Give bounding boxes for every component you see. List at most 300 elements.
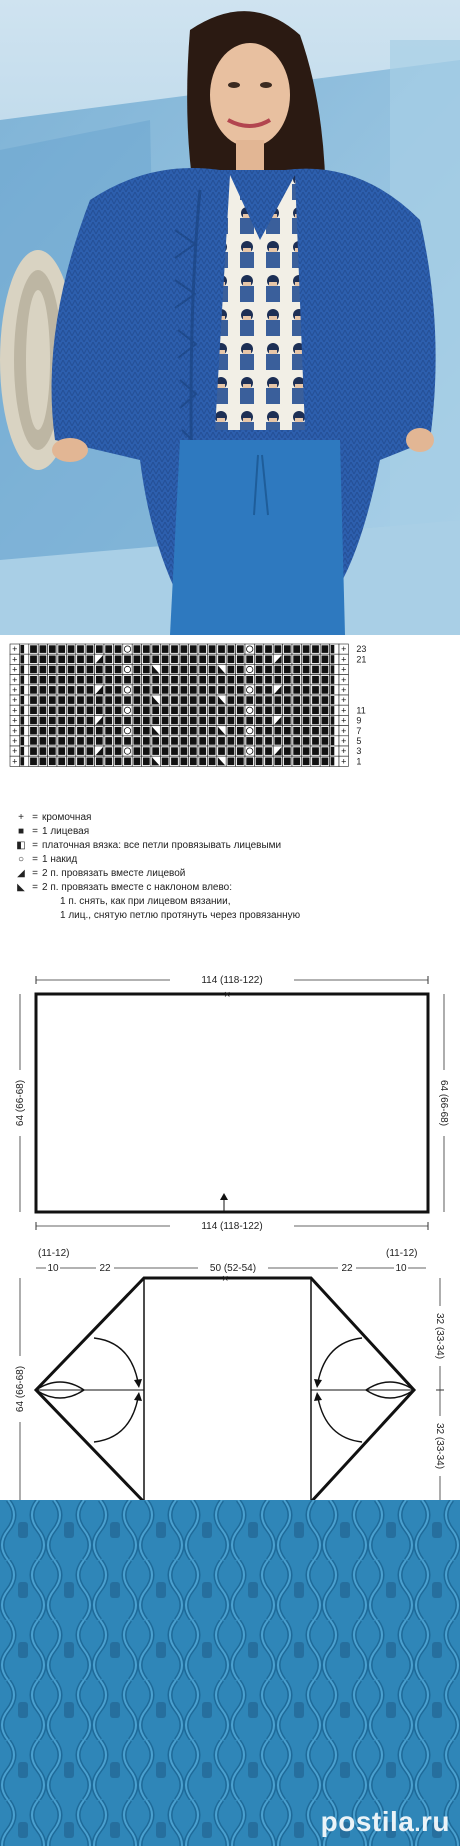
knit-stitch-icon bbox=[284, 645, 291, 653]
knit-stitch-icon bbox=[96, 696, 103, 704]
knit-stitch-icon bbox=[143, 727, 150, 735]
knit-stitch-icon bbox=[143, 717, 150, 725]
knit-stitch-icon bbox=[228, 758, 235, 766]
knit-stitch-icon bbox=[275, 645, 282, 653]
edge-stitch-icon: + bbox=[341, 756, 347, 767]
knit-stitch-icon bbox=[152, 717, 159, 725]
top-seg-22-left: 22 bbox=[99, 1263, 111, 1274]
knit-stitch-icon bbox=[162, 686, 169, 694]
knit-stitch-icon bbox=[256, 737, 263, 745]
garter-stitch-icon bbox=[331, 686, 335, 694]
knit-stitch-icon bbox=[218, 717, 225, 725]
knit-stitch-icon bbox=[162, 758, 169, 766]
knit-stitch-icon bbox=[115, 758, 122, 766]
legend-equals: = bbox=[32, 882, 38, 893]
knit-stitch-icon bbox=[171, 707, 178, 715]
knit-stitch-icon bbox=[87, 666, 94, 674]
seam-arrow-icon bbox=[318, 1338, 362, 1382]
row-number-label: 9 bbox=[356, 715, 362, 726]
knit-stitch-icon bbox=[199, 747, 206, 755]
knit-stitch-icon bbox=[40, 758, 47, 766]
model-photo-illustration bbox=[0, 0, 460, 635]
knit-stitch-icon bbox=[256, 645, 263, 653]
edge-stitch-icon: + bbox=[341, 685, 347, 695]
knit-stitch-icon bbox=[58, 737, 65, 745]
legend-text: 1 накид bbox=[42, 854, 78, 865]
knit-stitch-icon bbox=[30, 656, 37, 664]
knit-stitch-icon bbox=[293, 696, 300, 704]
knit-stitch-icon bbox=[58, 717, 65, 725]
knit-stitch-icon bbox=[68, 696, 75, 704]
panel-rectangle bbox=[36, 994, 428, 1212]
knit-stitch-icon bbox=[275, 696, 282, 704]
arrow-head-icon bbox=[220, 1193, 228, 1200]
knit-stitch-icon bbox=[68, 707, 75, 715]
knit-stitch-icon bbox=[293, 737, 300, 745]
knit-stitch-icon bbox=[105, 696, 112, 704]
knit-stitch-icon bbox=[96, 737, 103, 745]
knit-stitch-icon bbox=[209, 656, 216, 664]
legend-symbol: ■ bbox=[17, 826, 25, 837]
edge-stitch-icon: + bbox=[341, 654, 347, 665]
knit-stitch-icon bbox=[181, 747, 188, 755]
knit-stitch-icon bbox=[265, 707, 272, 715]
shape-height-label: 64 (66-68) bbox=[15, 1365, 26, 1413]
knit-stitch-icon bbox=[256, 717, 263, 725]
knit-stitch-icon bbox=[293, 656, 300, 664]
knit-stitch-icon bbox=[190, 645, 197, 653]
knit-stitch-icon bbox=[68, 656, 75, 664]
knit-stitch-icon bbox=[105, 656, 112, 664]
knit-stitch-icon bbox=[143, 676, 150, 684]
knit-stitch-icon bbox=[237, 676, 244, 684]
legend-text: 2 п. провязать вместе лицевой bbox=[42, 868, 186, 879]
knit-stitch-icon bbox=[293, 727, 300, 735]
knit-stitch-icon bbox=[49, 676, 56, 684]
knit-stitch-icon bbox=[218, 737, 225, 745]
edge-stitch-icon: + bbox=[12, 695, 18, 706]
knit-stitch-icon bbox=[134, 727, 141, 735]
knit-stitch-icon bbox=[322, 727, 329, 735]
knit-stitch-icon bbox=[199, 696, 206, 704]
knit-stitch-icon bbox=[115, 676, 122, 684]
garter-stitch-icon bbox=[331, 737, 335, 745]
knit-stitch-icon bbox=[143, 737, 150, 745]
knit-stitch-icon bbox=[293, 747, 300, 755]
knit-stitch-icon bbox=[171, 737, 178, 745]
knit-stitch-icon bbox=[115, 737, 122, 745]
knit-stitch-icon bbox=[237, 645, 244, 653]
knit-stitch-icon bbox=[143, 656, 150, 664]
knit-stitch-icon bbox=[40, 747, 47, 755]
knit-stitch-icon bbox=[199, 727, 206, 735]
knit-stitch-icon bbox=[171, 656, 178, 664]
knit-stitch-icon bbox=[105, 645, 112, 653]
watermark bbox=[321, 1806, 450, 1838]
knit-stitch-icon bbox=[105, 747, 112, 755]
knit-stitch-icon bbox=[181, 656, 188, 664]
knit-stitch-icon bbox=[124, 758, 131, 766]
knit-stitch-icon bbox=[49, 758, 56, 766]
knit-stitch-icon bbox=[284, 737, 291, 745]
knit-stitch-icon bbox=[265, 758, 272, 766]
edge-stitch-icon: + bbox=[341, 644, 347, 655]
knit-stitch-icon bbox=[218, 707, 225, 715]
knit-stitch-icon bbox=[105, 758, 112, 766]
knit-stitch-icon bbox=[303, 676, 310, 684]
knit-stitch-icon bbox=[40, 645, 47, 653]
knit-stitch-icon bbox=[256, 747, 263, 755]
knit-stitch-icon bbox=[87, 696, 94, 704]
knit-stitch-icon bbox=[58, 666, 65, 674]
row-number-label: 5 bbox=[356, 736, 362, 746]
edge-stitch-icon: + bbox=[341, 725, 347, 736]
garter-stitch-icon bbox=[331, 655, 335, 663]
shape-schematic bbox=[14, 1248, 446, 1502]
knit-stitch-icon bbox=[124, 676, 131, 684]
knit-stitch-icon bbox=[77, 696, 84, 704]
knit-stitch-icon bbox=[134, 737, 141, 745]
knit-stitch-icon bbox=[58, 696, 65, 704]
legend-text: кромочная bbox=[42, 812, 92, 823]
knit-stitch-icon bbox=[115, 656, 122, 664]
knit-stitch-icon bbox=[105, 737, 112, 745]
knit-stitch-icon bbox=[303, 707, 310, 715]
knit-stitch-icon bbox=[96, 645, 103, 653]
knit-swatch-illustration bbox=[0, 1500, 460, 1846]
garter-stitch-icon bbox=[20, 706, 24, 714]
watermark-tld: ru bbox=[421, 1806, 450, 1837]
knit-stitch-icon bbox=[246, 656, 253, 664]
knit-stitch-icon bbox=[115, 645, 122, 653]
model-photo bbox=[0, 0, 460, 635]
knit-stitch-icon bbox=[293, 758, 300, 766]
knit-stitch-icon bbox=[30, 727, 37, 735]
knit-stitch-icon bbox=[265, 676, 272, 684]
knit-stitch-icon bbox=[30, 707, 37, 715]
top-seg-22-right: 22 bbox=[341, 1263, 353, 1274]
legend-equals: = bbox=[32, 826, 38, 837]
legend-row-ssk bbox=[14, 882, 434, 896]
knit-stitch-icon bbox=[77, 666, 84, 674]
knit-stitch-icon bbox=[77, 737, 84, 745]
knit-stitch-icon bbox=[87, 707, 94, 715]
knit-stitch-icon bbox=[293, 666, 300, 674]
knit-stitch-icon bbox=[105, 727, 112, 735]
knit-stitch-icon bbox=[105, 676, 112, 684]
knit-stitch-icon bbox=[228, 645, 235, 653]
chart-legend bbox=[14, 812, 434, 924]
knit-stitch-icon bbox=[284, 727, 291, 735]
knit-stitch-icon bbox=[152, 656, 159, 664]
knit-stitch-icon bbox=[190, 707, 197, 715]
knit-stitch-icon bbox=[199, 737, 206, 745]
knit-stitch-icon bbox=[190, 686, 197, 694]
knit-stitch-icon bbox=[77, 717, 84, 725]
knit-stitch-icon bbox=[30, 666, 37, 674]
knit-stitch-icon bbox=[77, 707, 84, 715]
knit-stitch-icon bbox=[312, 686, 319, 694]
knit-stitch-icon bbox=[303, 758, 310, 766]
knit-stitch-icon bbox=[293, 686, 300, 694]
knit-stitch-icon bbox=[30, 747, 37, 755]
knit-stitch-icon bbox=[40, 686, 47, 694]
knit-stitch-icon bbox=[237, 686, 244, 694]
knit-stitch-icon bbox=[209, 727, 216, 735]
garter-stitch-icon bbox=[331, 716, 335, 724]
knit-stitch-icon bbox=[256, 676, 263, 684]
knit-stitch-icon bbox=[143, 686, 150, 694]
knit-stitch-icon bbox=[87, 645, 94, 653]
knit-stitch-icon bbox=[77, 676, 84, 684]
row-number-label: 3 bbox=[356, 746, 362, 757]
arrow-head-icon bbox=[134, 1379, 142, 1388]
knit-stitch-icon bbox=[181, 676, 188, 684]
knit-stitch-icon bbox=[68, 686, 75, 694]
knit-stitch-icon bbox=[303, 686, 310, 694]
knit-stitch-icon bbox=[40, 737, 47, 745]
knit-stitch-icon bbox=[40, 727, 47, 735]
knit-stitch-icon bbox=[134, 696, 141, 704]
garter-stitch-icon bbox=[20, 727, 24, 735]
knit-stitch-icon bbox=[312, 696, 319, 704]
knit-stitch-icon bbox=[171, 758, 178, 766]
edge-stitch-icon: + bbox=[12, 725, 18, 736]
garter-stitch-icon bbox=[20, 747, 24, 755]
knit-stitch-icon bbox=[49, 696, 56, 704]
garter-stitch-icon bbox=[20, 665, 24, 673]
knit-stitch-icon bbox=[171, 676, 178, 684]
knit-stitch-icon bbox=[77, 686, 84, 694]
knit-stitch-icon bbox=[30, 717, 37, 725]
knit-stitch-icon bbox=[124, 696, 131, 704]
knit-stitch-icon bbox=[115, 686, 122, 694]
knitting-chart-grid bbox=[0, 638, 460, 818]
knit-stitch-icon bbox=[68, 727, 75, 735]
knit-stitch-icon bbox=[322, 676, 329, 684]
garter-stitch-icon bbox=[20, 676, 24, 684]
legend-equals: = bbox=[32, 854, 38, 865]
knit-stitch-icon bbox=[228, 676, 235, 684]
knit-stitch-icon bbox=[68, 717, 75, 725]
edge-stitch-icon: + bbox=[341, 746, 347, 757]
knit-stitch-icon bbox=[256, 686, 263, 694]
edge-stitch-icon: + bbox=[341, 736, 347, 746]
knit-stitch-icon bbox=[77, 747, 84, 755]
knit-stitch-icon bbox=[49, 686, 56, 694]
knit-stitch-icon bbox=[181, 727, 188, 735]
knit-stitch-icon bbox=[190, 696, 197, 704]
knit-stitch-icon bbox=[134, 676, 141, 684]
knit-stitch-icon bbox=[96, 758, 103, 766]
knit-stitch-icon bbox=[105, 707, 112, 715]
knit-stitch-icon bbox=[265, 747, 272, 755]
knit-stitch-icon bbox=[96, 666, 103, 674]
schematics-drawing bbox=[0, 950, 460, 1510]
knit-stitch-icon bbox=[190, 747, 197, 755]
knit-stitch-icon bbox=[209, 645, 216, 653]
knit-stitch-icon bbox=[237, 707, 244, 715]
knit-stitch-icon bbox=[49, 727, 56, 735]
knit-stitch-icon bbox=[134, 666, 141, 674]
row-number-label: 21 bbox=[356, 654, 367, 665]
legend-symbol: ◣ bbox=[17, 882, 25, 893]
knit-stitch-icon bbox=[49, 656, 56, 664]
knit-stitch-icon bbox=[322, 747, 329, 755]
knit-stitch-icon bbox=[199, 666, 206, 674]
knit-stitch-icon bbox=[162, 747, 169, 755]
knit-stitch-icon bbox=[218, 747, 225, 755]
knit-stitch-icon bbox=[322, 707, 329, 715]
garter-stitch-icon bbox=[331, 757, 335, 765]
knit-stitch-icon bbox=[96, 707, 103, 715]
knit-stitch-icon bbox=[209, 696, 216, 704]
garter-stitch-icon bbox=[20, 757, 24, 765]
legend-symbol: ◢ bbox=[17, 868, 25, 879]
top-seg-10-left: 10 bbox=[47, 1263, 59, 1274]
knit-stitch-icon bbox=[152, 645, 159, 653]
edge-stitch-icon: + bbox=[12, 654, 18, 665]
knit-stitch-icon bbox=[171, 666, 178, 674]
top-right-range-label: (11-12) bbox=[386, 1248, 418, 1259]
knit-stitch-icon bbox=[115, 707, 122, 715]
knit-stitch-icon bbox=[228, 737, 235, 745]
knit-stitch-icon bbox=[105, 686, 112, 694]
knit-stitch-icon bbox=[293, 676, 300, 684]
knit-stitch-icon bbox=[246, 737, 253, 745]
knit-stitch-icon bbox=[30, 645, 37, 653]
knit-stitch-icon bbox=[265, 645, 272, 653]
knit-stitch-icon bbox=[312, 666, 319, 674]
knit-stitch-icon bbox=[152, 707, 159, 715]
legend-row-knit bbox=[14, 826, 434, 840]
knit-stitch-icon bbox=[228, 717, 235, 725]
upper-half-height-label: 32 (33-34) bbox=[434, 1312, 445, 1360]
knit-stitch-icon bbox=[322, 645, 329, 653]
legend-text: платочная вязка: все петли провязывать лицевыми bbox=[42, 840, 282, 851]
knit-stitch-icon bbox=[134, 645, 141, 653]
knit-stitch-icon bbox=[265, 727, 272, 735]
knit-stitch-icon bbox=[256, 696, 263, 704]
knit-stitch-icon bbox=[87, 686, 94, 694]
garter-stitch-icon bbox=[331, 676, 335, 684]
edge-stitch-icon: + bbox=[12, 644, 18, 655]
knit-stitch-icon bbox=[199, 717, 206, 725]
knit-stitch-icon bbox=[209, 737, 216, 745]
top-width-label: 114 (118-122) bbox=[201, 975, 263, 986]
knit-stitch-icon bbox=[134, 717, 141, 725]
seam-arrow-icon bbox=[318, 1398, 362, 1442]
edge-stitch-icon: + bbox=[12, 715, 18, 726]
seam-arrow-icon bbox=[94, 1338, 138, 1382]
knit-stitch-icon bbox=[40, 717, 47, 725]
knit-stitch-icon bbox=[228, 666, 235, 674]
knit-stitch-icon bbox=[265, 656, 272, 664]
knit-stitch-icon bbox=[322, 666, 329, 674]
knit-stitch-icon bbox=[124, 737, 131, 745]
knit-stitch-icon bbox=[96, 727, 103, 735]
knit-stitch-icon bbox=[181, 717, 188, 725]
knit-stitch-icon bbox=[322, 696, 329, 704]
knit-stitch-icon bbox=[152, 747, 159, 755]
edge-stitch-icon: + bbox=[12, 664, 18, 675]
lower-half-height-label: 32 (33-34) bbox=[434, 1422, 445, 1470]
knit-stitch-icon bbox=[199, 645, 206, 653]
knit-stitch-icon bbox=[209, 686, 216, 694]
knit-stitch-icon bbox=[190, 666, 197, 674]
knit-stitch-icon bbox=[87, 727, 94, 735]
knit-stitch-icon bbox=[284, 717, 291, 725]
garter-stitch-icon bbox=[331, 665, 335, 673]
garter-stitch-icon bbox=[20, 716, 24, 724]
knit-stitch-icon bbox=[87, 717, 94, 725]
legend-equals: = bbox=[32, 868, 38, 879]
knit-stitch-icon bbox=[190, 758, 197, 766]
knit-stitch-icon bbox=[312, 676, 319, 684]
knit-stitch-icon bbox=[49, 666, 56, 674]
knit-stitch-icon bbox=[40, 696, 47, 704]
knit-stitch-icon bbox=[284, 696, 291, 704]
knit-stitch-icon bbox=[293, 645, 300, 653]
knit-stitch-icon bbox=[124, 656, 131, 664]
knit-stitch-icon bbox=[312, 737, 319, 745]
knit-stitch-icon bbox=[237, 758, 244, 766]
knit-stitch-icon bbox=[58, 747, 65, 755]
legend-text: 2 п. провязать вместе с наклоном влево: bbox=[42, 882, 233, 893]
knit-stitch-icon bbox=[171, 696, 178, 704]
knit-stitch-icon bbox=[152, 676, 159, 684]
knit-stitch-icon bbox=[303, 656, 310, 664]
arrow-head-icon bbox=[134, 1392, 142, 1401]
knit-stitch-icon bbox=[284, 676, 291, 684]
knit-stitch-icon bbox=[284, 758, 291, 766]
knit-stitch-icon bbox=[265, 696, 272, 704]
knit-stitch-icon bbox=[303, 666, 310, 674]
knit-stitch-icon bbox=[256, 707, 263, 715]
knit-stitch-icon bbox=[190, 676, 197, 684]
knit-stitch-icon bbox=[162, 707, 169, 715]
knit-stitch-icon bbox=[152, 686, 159, 694]
knit-stitch-icon bbox=[265, 717, 272, 725]
knit-stitch-icon bbox=[58, 645, 65, 653]
knit-stitch-icon bbox=[246, 676, 253, 684]
knit-stitch-icon bbox=[209, 676, 216, 684]
knit-stitch-icon bbox=[181, 707, 188, 715]
knit-stitch-icon bbox=[228, 686, 235, 694]
edge-stitch-icon: + bbox=[341, 664, 347, 675]
edge-stitch-icon: + bbox=[341, 695, 347, 706]
knit-stitch-icon bbox=[312, 645, 319, 653]
knit-stitch-icon bbox=[162, 717, 169, 725]
knit-stitch-icon bbox=[228, 707, 235, 715]
edge-stitch-icon: + bbox=[12, 746, 18, 757]
legend-row-garter bbox=[14, 840, 434, 854]
knit-stitch-icon bbox=[143, 747, 150, 755]
knit-stitch-icon bbox=[190, 727, 197, 735]
knit-stitch-icon bbox=[199, 676, 206, 684]
knit-stitch-icon bbox=[171, 727, 178, 735]
edge-stitch-icon: + bbox=[12, 705, 18, 716]
knit-stitch-icon bbox=[30, 696, 37, 704]
knit-stitch-icon bbox=[68, 666, 75, 674]
knit-stitch-icon bbox=[228, 747, 235, 755]
watermark-dot: . bbox=[414, 1811, 421, 1836]
legend-row-edge bbox=[14, 812, 434, 826]
knit-stitch-icon bbox=[162, 645, 169, 653]
knit-stitch-icon bbox=[237, 656, 244, 664]
knit-stitch-icon bbox=[115, 696, 122, 704]
knit-stitch-icon bbox=[256, 758, 263, 766]
